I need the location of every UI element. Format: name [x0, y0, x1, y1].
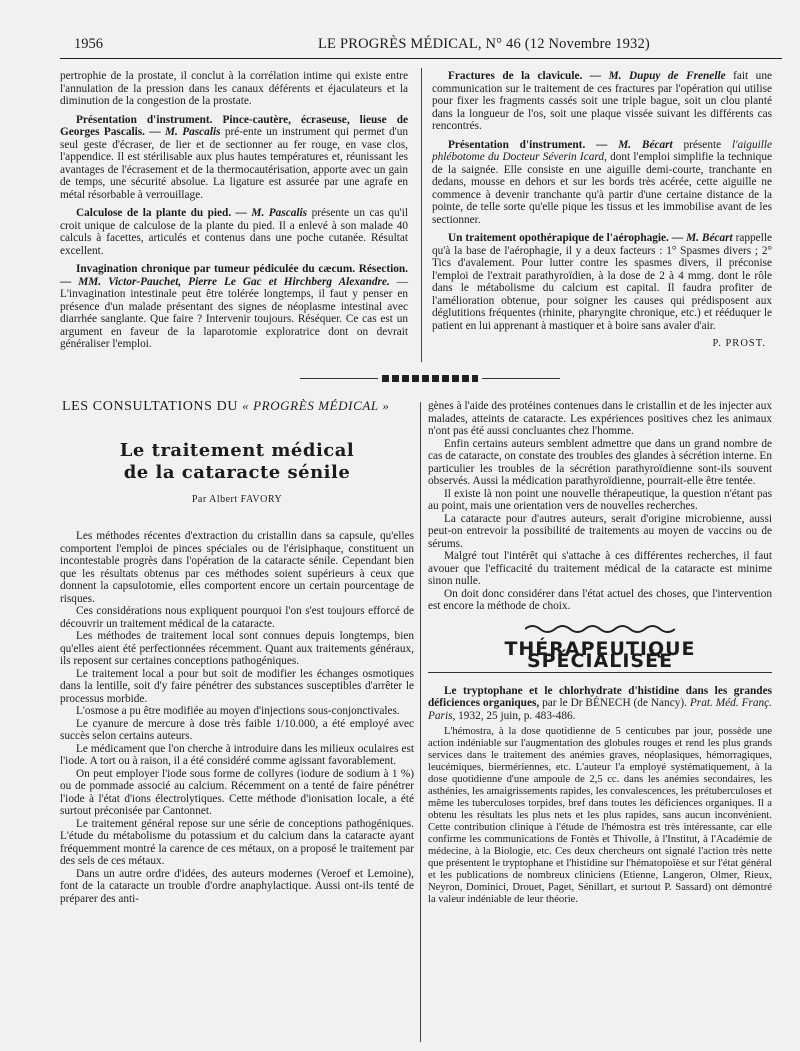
running-header	[48, 36, 768, 56]
column-divider	[421, 68, 422, 362]
paragraph: Malgré tout l'intérêt qui s'attache à ces différentes recherches, il faut avouer que l'efficacité du traitement médical de la cataracte est minime sinon nulle.	[428, 550, 772, 587]
section-ornament	[300, 375, 560, 383]
rubric-heading: LES CONSULTATIONS DU « PROGRÈS MÉDICAL »	[62, 398, 390, 414]
paragraph: Un traitement opothérapique de l'aérophagie. — M. Bécart rappelle qu'à la base de l'aérophagie, il y a deux facteurs : 1° Spasmes divers ; 2° Tics d'avalement. Pour lutter contre les spasmes divers, il préconise l'emploi de l'extrait parathyroïdien, à la dose de 2 à 4 mmg. dont le rôle dans le métabolisme du calcium est capital. Il faudra profiter de l'amélioration obtenue, pour soigner les causes qui prédisposent aux déglutitions fréquentes (rhinite, pharyngite chronique, etc.) et rééduquer le patient en lui apprenant à mastiquer et à boire sans avaler d'air.	[432, 232, 772, 332]
paragraph: Le traitement local a pour but soit de modifier les échanges osmotiques dans la lentille, soit d'y faire pénétrer des substances susceptibles d'arrêter le processus morbide.	[60, 667, 414, 705]
section-heading: THÉRAPEUTIQUE SPÉCIALISÉE	[504, 637, 696, 672]
paragraph: gènes à l'aide des protéines contenues dans le cristallin et de les injecter aux malades, atteints de cataracte. Les expériences positives chez les animaux n'ont pas été aussi concluantes chez l'homme.	[428, 400, 772, 437]
section-title: Présentation d'instrument. Pince-cautère, écraseuse, lieuse de Georges Pascalis.	[60, 113, 408, 138]
paragraph: Calculose de la plante du pied. — M. Pascalis présente un cas qu'il croit unique de calculose de la plante du pied. Il a enlevé à son malade 40 calculs à facettes, articulés et contenus dans une poche cutanée. Résultat excellent.	[60, 207, 408, 257]
paragraph: Présentation d'instrument. — M. Bécart présente l'aiguille phlébotome du Docteur Séverin Icard, dont l'emploi simplifie la technique de la saignée. Elle consiste en une aiguille demi-courte, tranchante en dedans, mousse en dehors et sur les bords très acérée, cette aiguille ne commence à devenir tranchante qu'à partir d'une certaine distance de la pointe, de telle sorte qu'elle pique les tissus et les immobilise avant de les sectionner.	[432, 138, 773, 226]
bottom-right-column	[428, 400, 772, 906]
paragraph: Le cyanure de mercure à dose très faible 1/10.000, a été employé avec succès selon certains auteurs.	[60, 717, 414, 742]
paragraph: Fractures de la clavicule. — M. Dupuy de Frenelle fait une communication sur le traitement de ces fractures par l'opération qui utilise pour fixer les fragments cassés soit une triple bague, soit un clou planté dans la longueur de l'os, soit une plaque vissée suivant les différents cas rencontrés.	[432, 70, 772, 132]
author-name: — MM. Victor-Pauchet, Pierre Le Gac et Hirchberg Alexandre.	[60, 275, 390, 288]
signature: P. PROST.	[712, 338, 766, 349]
paragraph: Le traitement général repose sur une série de conceptions pathogéniques. L'étude du métabolisme du potassium et du calcium dans la cataracte ayant fréquemment montré la carence de ces métaux, on a proposé le traitement par des sels de ces métaux.	[60, 817, 414, 867]
article-title: Le traitement médical de la cataracte sénile	[119, 439, 355, 483]
author-name: — M. Bécart	[671, 232, 733, 244]
section-title: Un traitement opothérapique de l'aérophagie.	[448, 232, 669, 244]
paragraph: Les méthodes récentes d'extraction du cristallin dans sa capsule, qu'elles comportent l'emploi de pinces spéciales ou de l'érisiphaque, constituent un incontestable progrès dans l'opération de la cataracte sénile. Cependant bien que les résultats obtenus par ces méthodes soient supérieurs à ceux que donnent la capsulotomie, elles comportent encore un certain pourcentage de risques.	[60, 530, 414, 605]
wavy-divider	[428, 623, 772, 637]
journal-title: LE PROGRÈS MÉDICAL, N° 46 (12 Novembre 1932)	[318, 36, 650, 52]
author-name: — M. Dupuy de Frenelle	[589, 70, 726, 82]
section-title: Présentation d'instrument.	[448, 138, 586, 151]
paragraph: La cataracte pour d'autres auteurs, serait d'origine microbienne, aussi peut-on entrevoir la possibilité de traitements au moyen de vaccins ou de sérums.	[428, 512, 772, 550]
section-title: Invagination chronique par tumeur pédiculée du cæcum. Résection.	[76, 263, 408, 275]
paragraph: pertrophie de la prostate, il conclut à la corrélation intime qui existe entre l'annulation de la pression dans les canaux déférents et éjaculateurs et la diminution de la congestion de la prostate.	[60, 70, 408, 107]
reference: Le tryptophane et le chlorhydrate d'histidine dans les grandes déficiences organiques, par le Dr BÉNECH (de Nancy). Prat. Méd. Franç. Paris, 1932, 25 juin, p. 483-486.	[428, 684, 773, 722]
author-name: — M. Pascalis	[149, 126, 221, 138]
paragraph: L'osmose a pu être modifiée au moyen d'injections sous-conjonctivales.	[76, 705, 400, 717]
paragraph: On peut employer l'iode sous forme de collyres (iodure de sodium à 1 %) ou de pommade associé au calcium. Récemment on a tenté de faire pénétrer l'iode à l'état d'ions électrolytiques. Cette méthode d'ionisation locale, a été surtout préconisée par Cantonnet.	[60, 767, 414, 817]
page-number: 1956	[74, 36, 103, 52]
paragraph: Présentation d'instrument. Pince-cautère, écraseuse, lieuse de Georges Pascalis. — M. Pascalis pré-ente un instrument qui permet d'un seul geste d'écraser, de lier et de sectionner au fer rouge, en vase clos, l'appendice. Il est stérilisable aux plus hautes températures et, réunissant les avantages de l'écrasement et de la thermocautérisation, apporte avec un gain de temps, une sécurité absolue. La ligature est assurée par une agrafe en métal résorbable à verrouillage.	[60, 113, 409, 201]
section-title: Fractures de la clavicule.	[448, 70, 583, 82]
paragraph: L'hémostra, à la dose quotidienne de 5 centicubes par jour, possède une action indéniable sur l'augmentation des globules rouges et rend les plus grands services dans le traitement des anémies graves, néoplasiques, hémorragiques, leucémiques, biermériennes, etc. L'auteur l'a employé systématiquement, à la dose quotidienne d'une ampoule de 2,5 cc. dans les anémies secondaires, les asthénies, les amaigrissements rapides, les convalescences, les prétuberculoses et même les tuberculoses torpides, bref dans toutes les déficiences organiques. Il a obtenu les résultats les plus nets et les plus rapides, sans aucun inconvénient. Cette contribution clinique à l'étude de l'hémostra est très intéressante, car elle confirme les communications de Fontès et Thivolle, à l'Institut, à l'Académie de médecine, à la Biologie, etc. Ces deux chercheurs ont signalé l'action très nette que présentent le tryptophane et l'histidine sur l'hématopoïèse et sur l'état général et les publications de nombreux cliniciens (Etienne, Langeron, Olmer, Rieux, Neyron, Dominici, Drouet, Paget, Sénillart, et surtout P. Sassard) ont démontré la valeur indéniable de leur théorie.	[428, 726, 772, 905]
paragraph: On doit donc considérer dans l'état actuel des choses, que l'intervention est encore la méthode de choix.	[428, 587, 772, 612]
bottom-left-column	[60, 400, 414, 905]
top-left-column	[60, 70, 408, 351]
top-right-column	[432, 70, 772, 351]
section-title: Calculose de la plante du pied.	[76, 207, 232, 219]
author-name: — M. Bécart	[596, 138, 673, 151]
paragraph: Les méthodes de traitement local sont connues depuis longtemps, bien qu'elles aient été perfectionnées récemment. Quant aux traitements généraux, ils reposent sur certaines conceptions pathogéniques.	[60, 630, 414, 667]
article-author: Par Albert FAVORY	[191, 493, 283, 505]
header-rule	[60, 58, 782, 59]
paragraph: Enfin certains auteurs semblent admettre que dans un grand nombre de cas de cataracte, on constate des troubles des glandes à sécrétion interne. En particulier les troubles de la sécrétion parathyroïdienne sont-ils souvent observés. Aussi la médication parathyroïdienne, pourrait-elle être tentée.	[428, 437, 772, 487]
author-name: — M. Pascalis	[235, 207, 308, 219]
paragraph: Ces considérations nous expliquent pourquoi l'on s'est toujours efforcé de découvrir un traitement médical de la cataracte.	[60, 605, 414, 630]
paragraph: Le médicament que l'on cherche à introduire dans les milieux oculaires est l'iode. A tort ou à raison, il a été considéré comme agissant favorablement.	[60, 742, 414, 767]
paragraph: Invagination chronique par tumeur pédiculée du cæcum. Résection. — MM. Victor-Pauchet, Pierre Le Gac et Hirchberg Alexandre. — L'invagination intestinale peut être tolérée longtemps, il faut y penser en présence d'un malade présentant des signes de néoplasme intestinal avec diarrhée sanglante. Que faire ? Intervenir toujours. Réséquer. Ce cas est un argument en faveur de la laparotomie exploratrice dont on devrait généraliser l'emploi.	[60, 263, 408, 350]
column-divider	[420, 402, 421, 1042]
paragraph: Il existe là non point une nouvelle thérapeutique, la question n'étant pas au point, mais une orientation vers de nouvelles recherches.	[428, 487, 772, 512]
paragraph: Dans un autre ordre d'idées, des auteurs modernes (Veroef et Lemoine), font de la cataracte un trouble d'ordre anaphylactique. Aussi ont-ils tenté de préparer des anti-	[60, 867, 414, 905]
